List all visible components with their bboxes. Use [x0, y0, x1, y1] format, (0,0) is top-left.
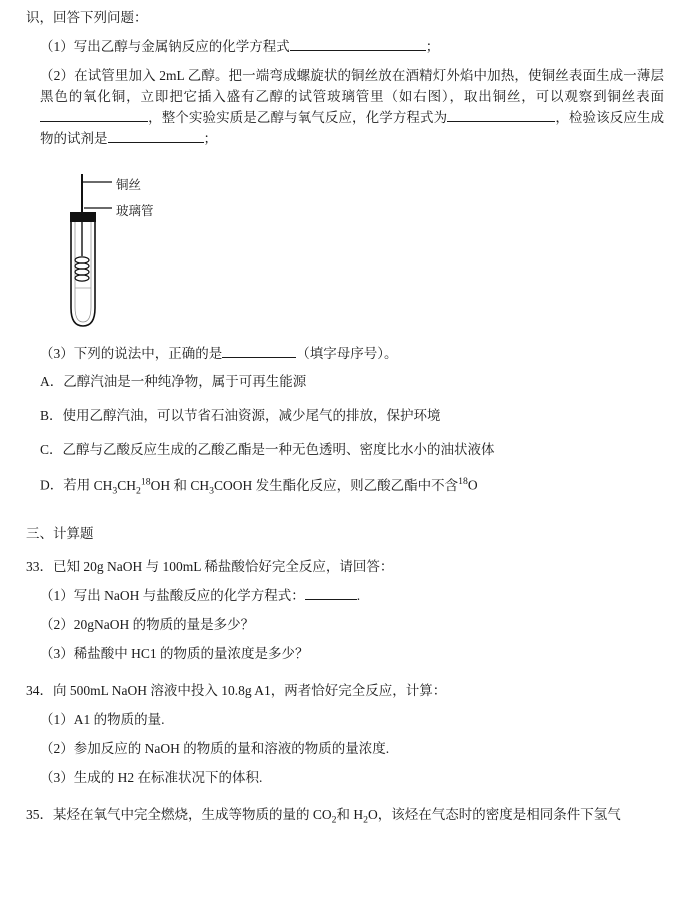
answer-blank[interactable] — [222, 344, 296, 358]
option-d-formula-2 — [190, 477, 459, 497]
question-33-stem: 33．已知 20g NaOH 与 100mL 稀盐酸恰好完全反应，请回答： — [26, 559, 394, 575]
experiment-figure — [26, 160, 664, 338]
question-34-item-1: （1）A1 的物质的量. — [40, 712, 165, 727]
formula-sub: 2 — [363, 814, 368, 826]
question-33-item-3: （3）稀盐酸中 HC1 的物质的量浓度是多少？ — [40, 646, 309, 662]
option-c[interactable]: C．乙醇与乙酸反应生成的乙酸乙酯是一种无色透明、密度比水小的油状液体 — [40, 442, 495, 458]
formula-text: CH — [117, 477, 137, 493]
question-3 — [26, 344, 664, 365]
formula-text: O — [467, 477, 478, 493]
figure-label-glass-tube: 玻璃管 — [116, 203, 154, 218]
formula-text: OH 和 — [150, 477, 187, 493]
question-1-suffix: ； — [425, 38, 440, 54]
option-d-formula-1 — [93, 476, 187, 497]
question-2-part-c: ，检验该反应生成物的试剂是 — [40, 109, 665, 146]
option-d[interactable] — [26, 474, 664, 498]
question-34-item-2: （2）参加反应的 NaOH 的物质的量和溶液的物质的量浓度. — [40, 740, 390, 756]
question-3-prefix: （3）下列的说法中，正确的是 — [40, 345, 223, 361]
question-1-prefix: （1）写出乙醇与金属钠反应的化学方程式 — [40, 38, 290, 54]
question-2 — [26, 66, 664, 150]
question-2-part-b: ，整个实验实质是乙醇与氧气反应，化学方程式为 — [148, 109, 448, 125]
formula-sub: 3 — [112, 485, 118, 497]
question-35-text-b: 和 H — [336, 806, 364, 822]
answer-blank[interactable] — [108, 129, 204, 143]
question-35-stem — [26, 805, 664, 828]
option-a[interactable]: A．乙醇汽油是一种纯净物，属于可再生能源 — [40, 374, 307, 390]
answer-blank[interactable] — [40, 108, 148, 122]
answer-blank[interactable] — [447, 108, 555, 122]
option-b[interactable]: B．使用乙醇汽油，可以节省石油资源，减少尾气的排放，保护环境 — [40, 408, 441, 424]
question-33-item-1-text: （1）写出 NaOH 与盐酸反应的化学方程式： — [40, 588, 305, 604]
question-2-part-a: （2）在试管里加入 2mL 乙醇。把一端弯成螺旋状的铜丝放在酒精灯外焰中加热，使铜丝表面生成一薄层黑色的氧化铜，立即把它插入盛有乙醇的试管玻璃管里（如右图），取出铜丝，可以观察到铜丝表面 — [40, 67, 664, 104]
question-33-item-2: （2）20gNaOH 的物质的量是多少？ — [40, 617, 255, 633]
question-1 — [26, 37, 664, 58]
formula-text: CH — [190, 477, 210, 493]
question-34-item-3: （3）生成的 H2 在标准状况下的体积. — [40, 769, 263, 785]
question-3-suffix: （填字母序号）。 — [296, 345, 398, 361]
question-35-text-a: 35．某烃在氧气中完全燃烧，生成等物质的量的 CO — [26, 806, 332, 822]
formula-sub: 3 — [209, 485, 214, 497]
formula-sup: 18 — [140, 476, 151, 488]
question-33-item-1-tail: . — [356, 588, 361, 604]
figure-drawing — [44, 160, 244, 338]
test-tube-diagram-icon — [44, 160, 244, 338]
answer-blank[interactable] — [305, 587, 357, 601]
formula-sub: 2 — [136, 485, 141, 497]
formula-text: COOH 发生酯化反应，则乙酸乙酯中不含 — [213, 477, 459, 493]
formula-sup: 18 — [458, 476, 468, 488]
question-33-item-1 — [26, 586, 664, 607]
question-35-text-c: O，该烃在气态时的密度是相同条件下氢气 — [367, 806, 621, 822]
question-34-stem: 34．向 500mL NaOH 溶液中投入 10.8g A1，两者恰好完全反应，计算： — [26, 683, 447, 699]
question-2-part-d: ； — [203, 130, 217, 146]
formula-text: CH — [93, 477, 113, 493]
section-3-title: 三、计算题 — [26, 526, 94, 542]
figure-label-copper-wire: 铜丝 — [116, 177, 142, 192]
top-line: 识，回答下列问题： — [26, 10, 148, 25]
formula-sub: 2 — [331, 814, 337, 826]
answer-blank[interactable] — [290, 37, 426, 51]
option-d-lead: D．若用 — [40, 477, 91, 493]
